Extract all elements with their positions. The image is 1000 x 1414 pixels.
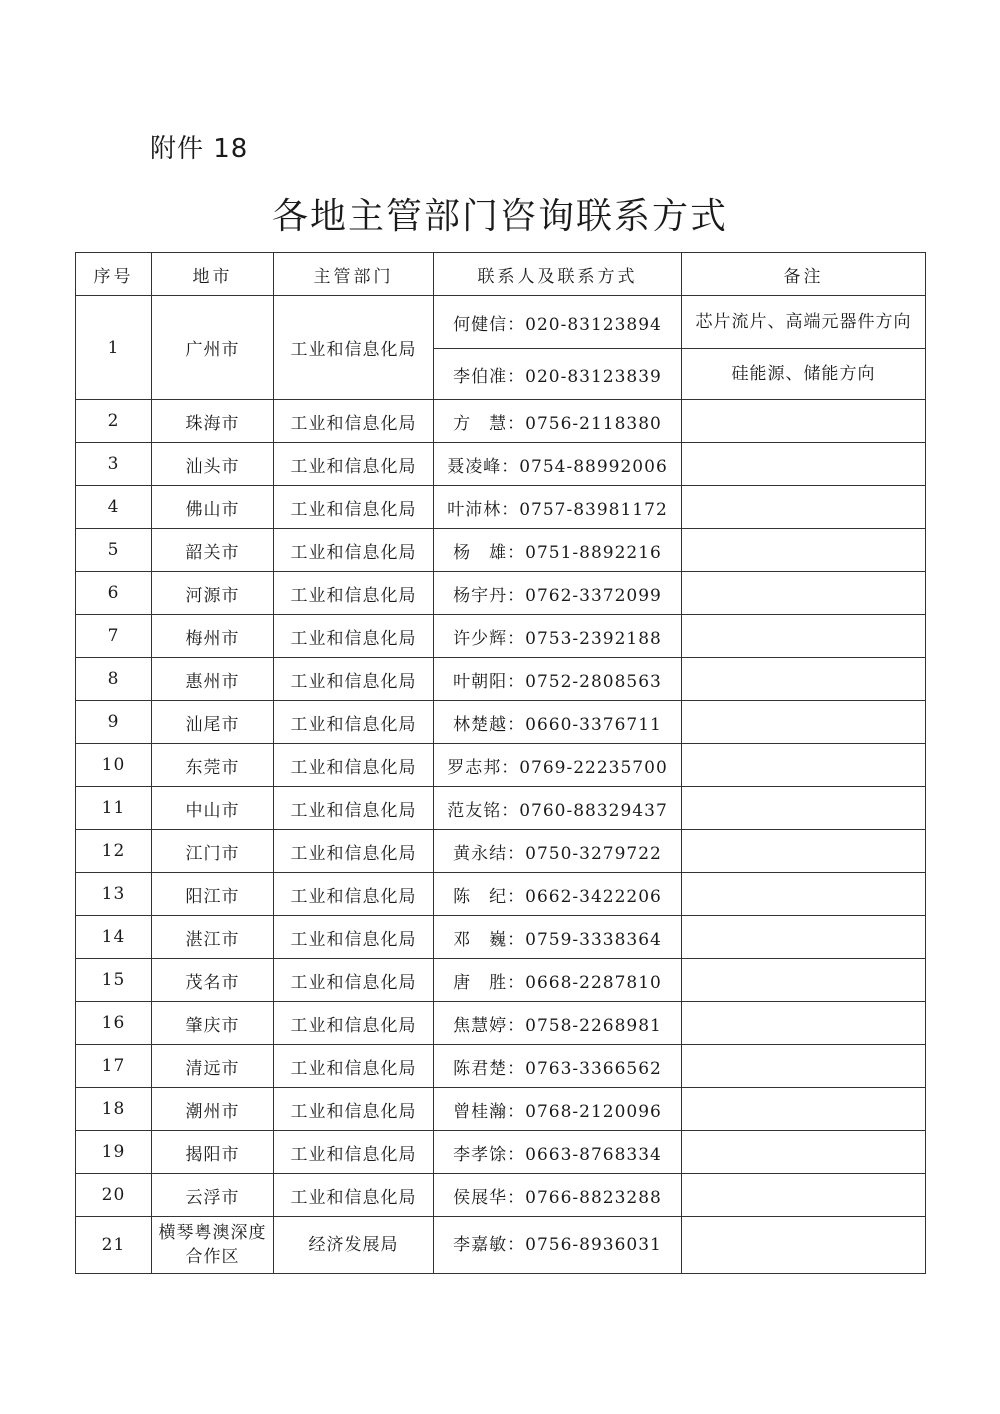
row-dept: 工业和信息化局 xyxy=(274,916,434,959)
row-no: 4 xyxy=(76,486,152,529)
table-row xyxy=(76,959,926,1002)
row-contact: 陈君楚：0763-3366562 xyxy=(434,1045,682,1088)
row-contact: 李孝馀：0663-8768334 xyxy=(434,1131,682,1174)
row-no: 6 xyxy=(76,572,152,615)
row-note xyxy=(682,443,926,486)
document-title: 各地主管部门咨询联系方式 xyxy=(271,196,728,237)
row-city: 湛江市 xyxy=(152,916,274,959)
row-dept: 经济发展局 xyxy=(274,1217,434,1274)
row-note xyxy=(682,959,926,1002)
row-dept: 工业和信息化局 xyxy=(274,959,434,1002)
table-row xyxy=(76,615,926,658)
row-contact: 叶沛林：0757-83981172 xyxy=(434,486,682,529)
table-row xyxy=(76,529,926,572)
row-no: 1 xyxy=(76,296,152,400)
row-dept: 工业和信息化局 xyxy=(274,1045,434,1088)
row-contact: 侯展华：0766-8823288 xyxy=(434,1174,682,1217)
row-no: 15 xyxy=(76,959,152,1002)
row-city: 中山市 xyxy=(152,787,274,830)
row-note xyxy=(682,830,926,873)
row-city: 广州市 xyxy=(152,296,274,400)
row-city: 清远市 xyxy=(152,1045,274,1088)
row-no: 10 xyxy=(76,744,152,787)
row-city: 东莞市 xyxy=(152,744,274,787)
row-city: 潮州市 xyxy=(152,1088,274,1131)
row-contact: 唐 胜：0668-2287810 xyxy=(434,959,682,1002)
row-no: 2 xyxy=(76,400,152,443)
table-row xyxy=(76,443,926,486)
table-row xyxy=(76,787,926,830)
attachment-label: 附件 18 xyxy=(150,134,249,164)
row-contact: 叶朝阳：0752-2808563 xyxy=(434,658,682,701)
row-city: 惠州市 xyxy=(152,658,274,701)
row-no: 20 xyxy=(76,1174,152,1217)
row-dept: 工业和信息化局 xyxy=(274,296,434,400)
row-no: 5 xyxy=(76,529,152,572)
table-row xyxy=(76,400,926,443)
row-dept: 工业和信息化局 xyxy=(274,486,434,529)
row-contact: 林楚越：0660-3376711 xyxy=(434,701,682,744)
row-no: 9 xyxy=(76,701,152,744)
row-city: 肇庆市 xyxy=(152,1002,274,1045)
row-city: 汕尾市 xyxy=(152,701,274,744)
row-contact: 焦慧婷：0758-2268981 xyxy=(434,1002,682,1045)
row-contact: 杨 雄：0751-8892216 xyxy=(434,529,682,572)
row-city: 横琴粤澳深度合作区 xyxy=(152,1217,274,1274)
row-city: 韶关市 xyxy=(152,529,274,572)
row-contact: 杨宇丹：0762-3372099 xyxy=(434,572,682,615)
table-row xyxy=(76,1002,926,1045)
row-dept: 工业和信息化局 xyxy=(274,744,434,787)
table-row xyxy=(76,486,926,529)
row-dept: 工业和信息化局 xyxy=(274,400,434,443)
header-no: 序号 xyxy=(76,253,152,296)
header-note: 备注 xyxy=(682,253,926,296)
table-row xyxy=(76,873,926,916)
row-contact: 范友铭：0760-88329437 xyxy=(434,787,682,830)
row-note xyxy=(682,787,926,830)
row-contact: 聂凌峰：0754-88992006 xyxy=(434,443,682,486)
row-note xyxy=(682,1002,926,1045)
row-dept: 工业和信息化局 xyxy=(274,572,434,615)
table-row xyxy=(76,1174,926,1217)
row-city: 汕头市 xyxy=(152,443,274,486)
row-city: 云浮市 xyxy=(152,1174,274,1217)
row-note xyxy=(682,400,926,443)
row-note: 硅能源、储能方向 xyxy=(682,349,926,400)
table-row xyxy=(76,296,926,349)
row-dept: 工业和信息化局 xyxy=(274,529,434,572)
row-city: 河源市 xyxy=(152,572,274,615)
row-city: 梅州市 xyxy=(152,615,274,658)
row-city: 揭阳市 xyxy=(152,1131,274,1174)
row-no: 7 xyxy=(76,615,152,658)
row-no: 11 xyxy=(76,787,152,830)
row-note xyxy=(682,486,926,529)
row-no: 8 xyxy=(76,658,152,701)
table-row xyxy=(76,1217,926,1274)
row-no: 19 xyxy=(76,1131,152,1174)
table-row xyxy=(76,744,926,787)
row-dept: 工业和信息化局 xyxy=(274,658,434,701)
row-no: 21 xyxy=(76,1217,152,1274)
row-no: 14 xyxy=(76,916,152,959)
row-contact: 曾桂瀚：0768-2120096 xyxy=(434,1088,682,1131)
row-contact: 黄永结：0750-3279722 xyxy=(434,830,682,873)
row-no: 3 xyxy=(76,443,152,486)
row-no: 17 xyxy=(76,1045,152,1088)
row-contact: 李伯准：020-83123839 xyxy=(434,349,682,400)
row-contact: 陈 纪：0662-3422206 xyxy=(434,873,682,916)
row-dept: 工业和信息化局 xyxy=(274,701,434,744)
row-city: 珠海市 xyxy=(152,400,274,443)
row-city: 阳江市 xyxy=(152,873,274,916)
header-city: 地市 xyxy=(152,253,274,296)
row-contact: 何健信：020-83123894 xyxy=(434,296,682,349)
row-note xyxy=(682,615,926,658)
row-dept: 工业和信息化局 xyxy=(274,1131,434,1174)
row-dept: 工业和信息化局 xyxy=(274,443,434,486)
row-contact: 邓 巍：0759-3338364 xyxy=(434,916,682,959)
contacts-table xyxy=(75,252,926,1274)
row-city: 江门市 xyxy=(152,830,274,873)
row-note xyxy=(682,1131,926,1174)
row-no: 18 xyxy=(76,1088,152,1131)
row-note xyxy=(682,529,926,572)
row-note xyxy=(682,873,926,916)
row-dept: 工业和信息化局 xyxy=(274,1174,434,1217)
table-row xyxy=(76,830,926,873)
table-row xyxy=(76,1045,926,1088)
row-dept: 工业和信息化局 xyxy=(274,830,434,873)
row-contact: 方 慧：0756-2118380 xyxy=(434,400,682,443)
table-row xyxy=(76,916,926,959)
row-dept: 工业和信息化局 xyxy=(274,787,434,830)
table-row xyxy=(76,572,926,615)
row-dept: 工业和信息化局 xyxy=(274,873,434,916)
table-header-row xyxy=(76,253,926,296)
row-note xyxy=(682,1174,926,1217)
row-no: 16 xyxy=(76,1002,152,1045)
row-contact: 罗志邦：0769-22235700 xyxy=(434,744,682,787)
row-dept: 工业和信息化局 xyxy=(274,1088,434,1131)
row-note: 芯片流片、高端元器件方向 xyxy=(682,296,926,349)
header-contact: 联系人及联系方式 xyxy=(434,253,682,296)
table-row xyxy=(76,1131,926,1174)
row-city: 茂名市 xyxy=(152,959,274,1002)
row-note xyxy=(682,1217,926,1274)
row-note xyxy=(682,1045,926,1088)
table-row xyxy=(76,701,926,744)
row-dept: 工业和信息化局 xyxy=(274,1002,434,1045)
row-note xyxy=(682,1088,926,1131)
row-no: 12 xyxy=(76,830,152,873)
row-note xyxy=(682,658,926,701)
header-dept: 主管部门 xyxy=(274,253,434,296)
row-note xyxy=(682,572,926,615)
row-no: 13 xyxy=(76,873,152,916)
row-contact: 许少辉：0753-2392188 xyxy=(434,615,682,658)
table-row xyxy=(76,1088,926,1131)
row-contact: 李嘉敏：0756-8936031 xyxy=(434,1217,682,1274)
row-city: 佛山市 xyxy=(152,486,274,529)
row-note xyxy=(682,701,926,744)
table-row xyxy=(76,658,926,701)
row-dept: 工业和信息化局 xyxy=(274,615,434,658)
row-note xyxy=(682,744,926,787)
row-note xyxy=(682,916,926,959)
